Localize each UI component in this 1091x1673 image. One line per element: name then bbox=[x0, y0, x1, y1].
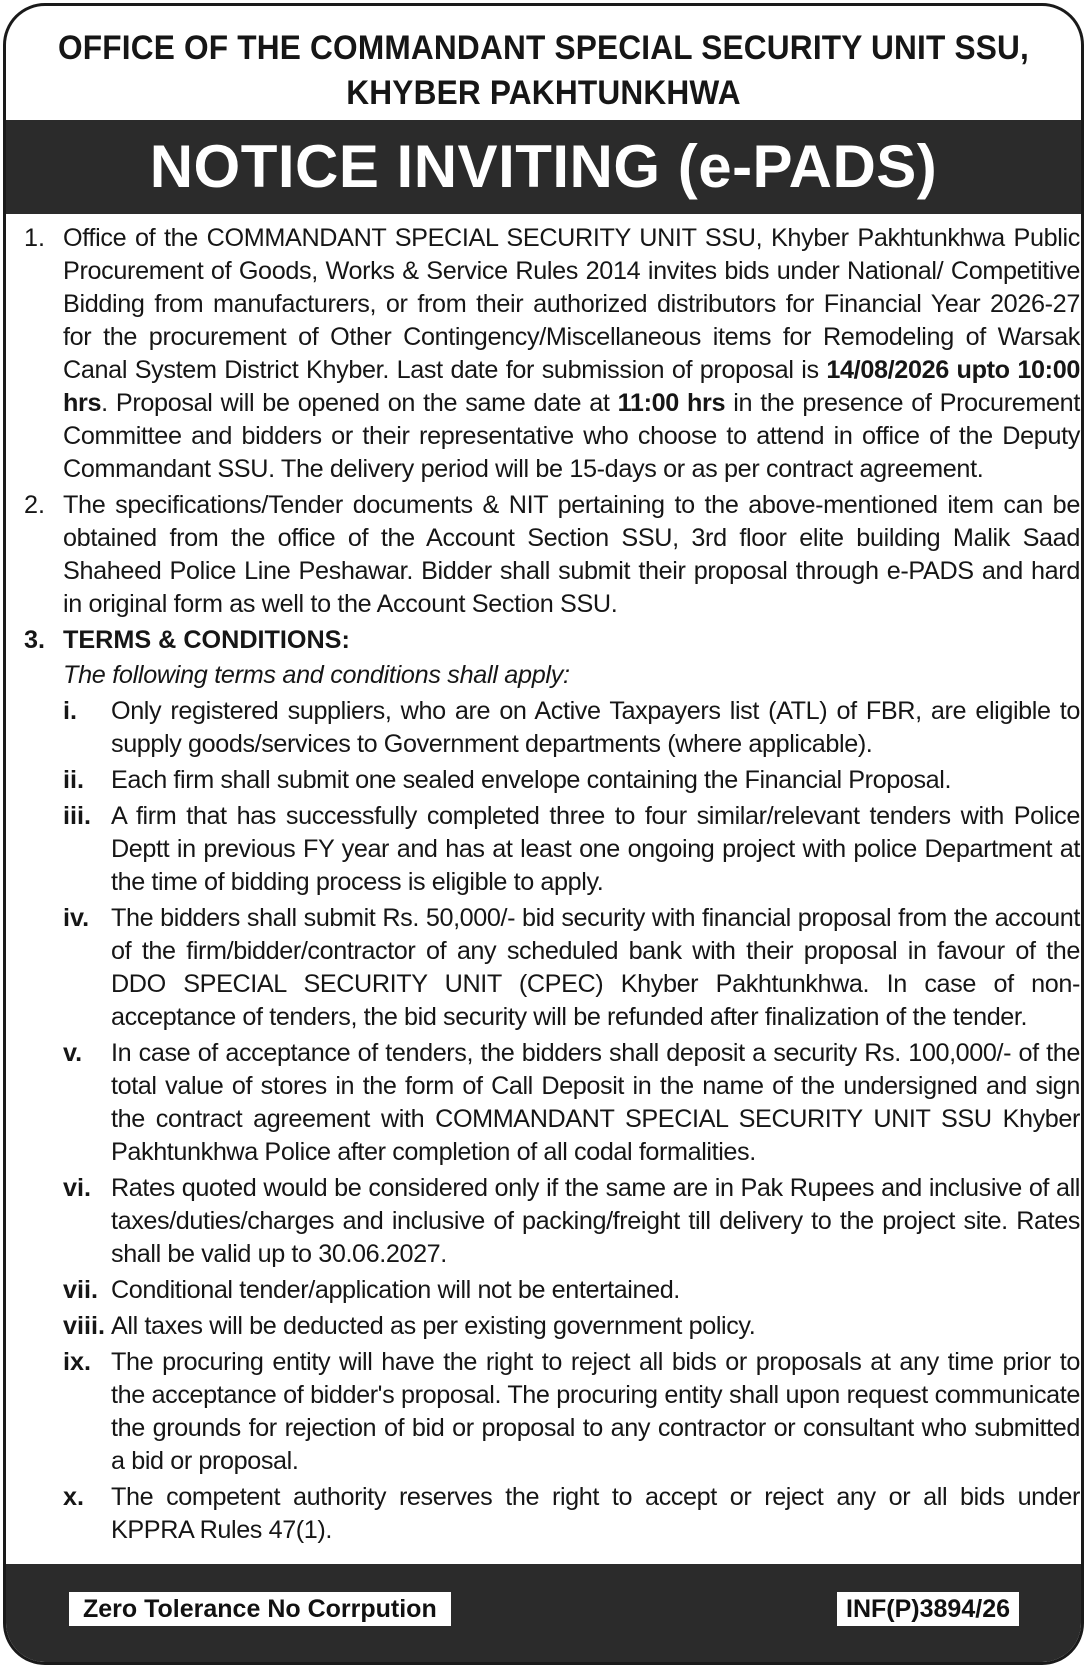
term-text: Only registered suppliers, who are on Active Taxpayers list (ATL) of FBR, are eligible to supply goods/services to Government departments (where applicable). bbox=[111, 697, 1080, 758]
terms-intro: The following terms and conditions shall apply: bbox=[63, 661, 570, 689]
term-item bbox=[24, 1310, 1080, 1343]
term-text: Rates quoted would be considered only if the same are in Pak Rupees and inclusive of all taxes/duties/charges and inclusive of packing/freight till delivery to the project site. Rates shall be valid up to 30.06.2027. bbox=[111, 1174, 1080, 1268]
paragraph-text-part: in the presence of Procurement Committee and bidders or their representative who choose to attend in office of the Deputy Commandant SSU. The delivery period will be 15-days or as per contract agreement. bbox=[63, 389, 1080, 483]
term-item bbox=[24, 1037, 1080, 1169]
term-number: i. bbox=[63, 697, 77, 725]
term-item bbox=[24, 1172, 1080, 1271]
paragraph-number: 3. bbox=[24, 626, 46, 654]
term-text: Conditional tender/application will not be entertained. bbox=[111, 1276, 680, 1304]
paragraph-text-part: Office of the COMMANDANT SPECIAL SECURITY UNIT SSU, Khyber Pakhtunkhwa Public Procurement of Goods, Works & Service Rules 2014 invites bids under National/ Competitive Bidding from manufacturers, or from their authorized distributors for Financial Year 2026-27 for the procurement of Other Contingency/Miscellaneous items for Remodeling of Warsak Canal System District Khyber. Last date for submission of proposal is bbox=[63, 224, 1080, 384]
reference-number: INF(P)3894/26 bbox=[837, 1592, 1019, 1626]
footer-bar bbox=[6, 1564, 1081, 1662]
term-text: Each firm shall submit one sealed envelope containing the Financial Proposal. bbox=[111, 766, 952, 794]
term-item bbox=[24, 1481, 1080, 1547]
term-number: iv. bbox=[63, 904, 90, 932]
term-item bbox=[24, 1346, 1080, 1478]
term-number: viii. bbox=[63, 1312, 105, 1340]
paragraph-number: 2. bbox=[24, 491, 46, 519]
submission-deadline: 14/08/2026 upto 10:00 hrs bbox=[63, 356, 1081, 417]
term-text: The procuring entity will have the right to reject all bids or proposals at any time prior to the acceptance of bidder's proposal. The procuring entity shall upon request communicate the grounds for rejection of bid or proposal to any contractor or consultant who submitted a bid or proposal. bbox=[111, 1348, 1080, 1475]
notice-frame bbox=[3, 3, 1084, 1665]
term-item bbox=[24, 764, 1080, 797]
opening-time: 11:00 hrs bbox=[617, 389, 726, 417]
office-line-2: KHYBER PAKHTUNKHWA bbox=[346, 74, 741, 112]
slogan-label: Zero Tolerance No Corrpution bbox=[69, 1592, 451, 1626]
term-text: A firm that has successfully completed three to four similar/relevant tenders with Police Deptt in previous FY year and has at least one ongoing project with police Department at the time of bidding process is eligible to apply. bbox=[111, 802, 1080, 896]
paragraph-text-part: . Proposal will be opened on the same date at bbox=[101, 389, 618, 417]
office-header bbox=[44, 6, 1044, 120]
paragraph-2 bbox=[24, 489, 1080, 621]
terms-heading: TERMS & CONDITIONS: bbox=[63, 626, 350, 654]
terms-heading-row bbox=[24, 624, 1080, 657]
term-text: In case of acceptance of tenders, the bidders shall deposit a security Rs. 100,000/- of the total value of stores in the form of Call Deposit in the name of the undersigned and sign the contract agreement with COMMANDANT SPECIAL SECURITY UNIT SSU Khyber Pakhtunkhwa Police after completion of all codal formalities. bbox=[111, 1039, 1080, 1166]
term-number: vii. bbox=[63, 1276, 99, 1304]
term-text: All taxes will be deducted as per existing government policy. bbox=[111, 1312, 756, 1340]
paragraph-text: The specifications/Tender documents & NIT pertaining to the above-mentioned item can be obtained from the office of the Account Section SSU, 3rd floor elite building Malik Saad Shaheed Police Line Peshawar. Bidder shall submit their proposal through e-PADS and hard in original form as well to the Account Section SSU. bbox=[63, 491, 1080, 618]
term-number: vi. bbox=[63, 1174, 92, 1202]
term-item bbox=[24, 695, 1080, 761]
term-text: The competent authority reserves the right to accept or reject any or all bids under KPPRA Rules 47(1). bbox=[111, 1483, 1080, 1544]
notice-title: NOTICE INVITING (e-PADS) bbox=[6, 120, 1081, 214]
paragraph-text bbox=[63, 222, 1080, 486]
term-number: iii. bbox=[63, 802, 91, 830]
office-line-1: OFFICE OF THE COMMANDANT SPECIAL SECURITY UNIT SSU, bbox=[57, 29, 1030, 67]
term-item bbox=[24, 800, 1080, 899]
term-number: x. bbox=[63, 1483, 85, 1511]
term-item bbox=[24, 1274, 1080, 1307]
term-number: v. bbox=[63, 1039, 83, 1067]
term-text: The bidders shall submit Rs. 50,000/- bid security with financial proposal from the account of the firm/bidder/contractor of any scheduled bank with their proposal in favour of the DDO SPECIAL SECURITY UNIT (CPEC) Khyber Pakhtunkhwa. In case of non-acceptance of tenders, the bid security will be refunded after finalization of the tender. bbox=[111, 904, 1080, 1031]
notice-body bbox=[24, 222, 1080, 1550]
term-number: ix. bbox=[63, 1348, 92, 1376]
paragraph-number: 1. bbox=[24, 224, 46, 252]
term-item bbox=[24, 902, 1080, 1034]
paragraph-1 bbox=[24, 222, 1080, 486]
term-number: ii. bbox=[63, 766, 84, 794]
